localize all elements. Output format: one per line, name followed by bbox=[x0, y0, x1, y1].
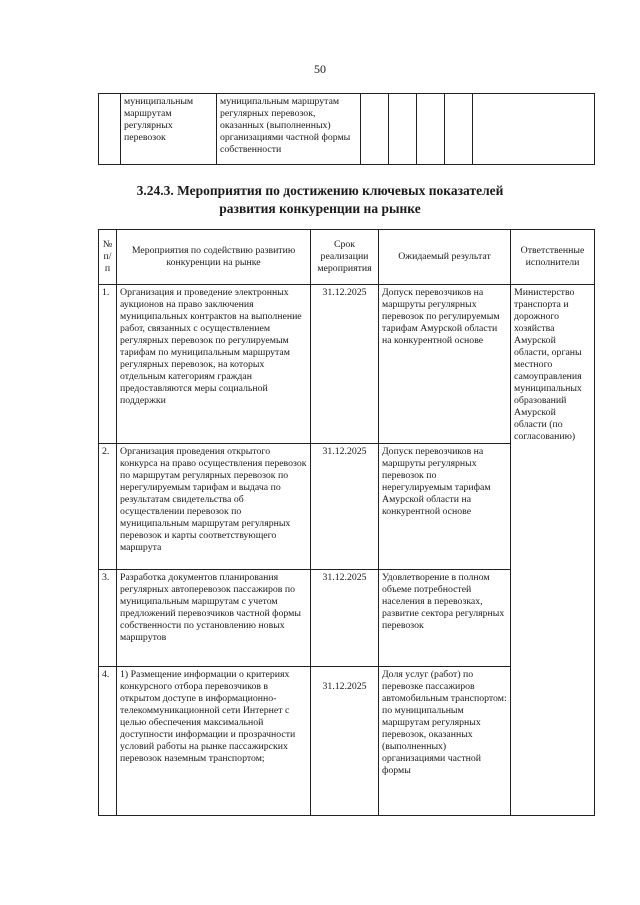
header-deadline: Срок реализации мероприятия bbox=[311, 230, 379, 285]
row-num: 3. bbox=[99, 570, 117, 667]
row-measure: Разработка документов планирования регулярных автоперевозок пассажиров по муниципальным маршрутам с учетом предложений перевозчиков частной формы собственности по установлению новых маршрутов bbox=[117, 570, 311, 667]
row-result: Доля услуг (работ) по перевозке пассажиров автомобильным транспортом: по муниципальным маршрутам регулярных перевозок, оказанных (выполненных) организациями частной формы bbox=[379, 667, 511, 816]
row-deadline: 31.12.2025 bbox=[311, 285, 379, 444]
section-heading bbox=[0, 182, 640, 218]
row-measure: 1) Размещение информации о критериях конкурсного отбора перевозчиков в открытом доступе в информационно-телекоммуникационной сети Интернет с целью обеспечения максимальной доступности информации и прозрачности условий работы на рынке пассажирских перевозок наземным транспортом; bbox=[117, 667, 311, 816]
table-row bbox=[99, 285, 595, 444]
row-num: 2. bbox=[99, 444, 117, 570]
header-responsible: Ответственные исполнители bbox=[511, 230, 595, 285]
heading-line-2: развития конкуренции на рынке bbox=[219, 201, 421, 216]
header-num: № п/п bbox=[99, 230, 117, 285]
table-cell bbox=[361, 94, 389, 165]
table-cell bbox=[389, 94, 417, 165]
table-cell bbox=[445, 94, 473, 165]
row-result: Допуск перевозчиков на маршруты регулярных перевозок по регулируемым тарифам Амурской области на конкурентной основе bbox=[379, 285, 511, 444]
header-result: Ожидаемый результат bbox=[379, 230, 511, 285]
table-cell bbox=[417, 94, 445, 165]
header-measures: Мероприятия по содействию развитию конкуренции на рынке bbox=[117, 230, 311, 285]
row-deadline: 31.12.2025 bbox=[311, 570, 379, 667]
table-cell: муниципальным маршрутам регулярных перевозок bbox=[121, 94, 217, 165]
row-deadline: 31.12.2025 bbox=[311, 667, 379, 816]
page-number: 50 bbox=[314, 62, 326, 76]
row-deadline: 31.12.2025 bbox=[311, 444, 379, 570]
table-cell bbox=[99, 94, 121, 165]
table-cell bbox=[473, 94, 595, 165]
row-measure: Организация проведения открытого конкурса на право осуществления перевозок по маршрутам регулярных перевозок по нерегулируемым тарифам и выдача по результатам свидетельства об осуществлении перевозок по муниципальным маршрутам регулярных перевозок и карты соответствующего маршрута bbox=[117, 444, 311, 570]
row-num: 4. bbox=[99, 667, 117, 816]
heading-line-1: 3.24.3. Мероприятия по достижению ключевых показателей bbox=[136, 183, 504, 198]
table-row bbox=[99, 94, 595, 165]
continued-table bbox=[98, 93, 595, 165]
row-measure: Организация и проведение электронных аукционов на право заключения муниципальных контрактов на выполнение работ, связанных с осуществлением регулярных перевозок по регулируемым тарифам по муниципальным маршрутам регулярных перевозок, на которых отдельным категориям граждан предоставляются меры социальной поддержки bbox=[117, 285, 311, 444]
table-cell: муниципальным маршрутам регулярных перевозок, оказанных (выполненных) организациями частной формы собственности bbox=[217, 94, 361, 165]
row-result: Допуск перевозчиков на маршруты регулярных перевозок по нерегулируемым тарифам Амурской области на конкурентной основе bbox=[379, 444, 511, 570]
row-result: Удовлетворение в полном объеме потребностей населения в перевозках, развитие сектора регулярных перевозок bbox=[379, 570, 511, 667]
row-num: 1. bbox=[99, 285, 117, 444]
responsible-cell: Министерство транспорта и дорожного хозяйства Амурской области, органы местного самоуправления муниципальных образований Амурской области (по согласованию) bbox=[511, 285, 595, 816]
table-header-row bbox=[99, 230, 595, 285]
measures-table bbox=[98, 229, 595, 816]
